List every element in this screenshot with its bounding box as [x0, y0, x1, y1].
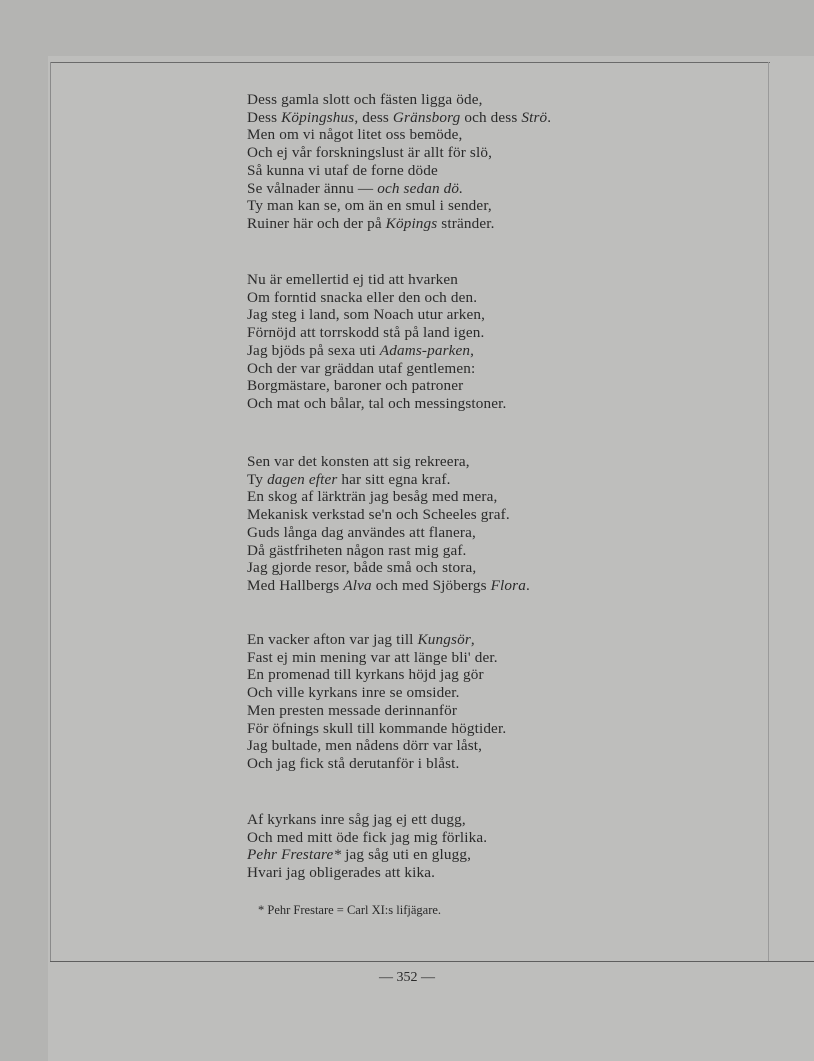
italic-text: Gränsborg [392, 108, 461, 126]
verse-line [247, 666, 506, 684]
verse-line [247, 144, 551, 162]
text: Jag gjorde resor, både små och stora, [247, 559, 477, 577]
verse-line [247, 737, 506, 755]
verse-line [247, 684, 506, 702]
text: . [547, 108, 552, 126]
text: Hvari jag obligerades att kika. [247, 864, 436, 882]
text: Mekanisk verkstad se'n och Scheeles graf. [247, 506, 510, 524]
stanza-3 [247, 453, 530, 595]
verse-line [247, 631, 506, 649]
verse-line [247, 289, 506, 307]
text: Om forntid snacka eller den och den. [247, 288, 478, 306]
text: En promenad till kyrkans höjd jag gör [247, 666, 484, 684]
italic-text: Adams-parken [379, 341, 471, 359]
text: Ty man kan se, om än en smul i sender, [247, 197, 492, 215]
text: Af kyrkans inre såg jag ej ett dugg, [247, 811, 466, 828]
verse-line [247, 162, 551, 180]
verse-line [247, 488, 530, 506]
text: . [525, 576, 530, 594]
verse-line [247, 306, 506, 324]
verse-line [247, 829, 487, 847]
italic-text: dagen efter [267, 470, 338, 488]
italic-text: Kungsör [417, 631, 471, 648]
verse-line [247, 506, 530, 524]
text: , dess [354, 108, 393, 126]
text: Ty [247, 470, 268, 488]
text: Jag steg i land, som Noach utur arken, [247, 306, 486, 324]
text: Och med mitt öde fick jag mig förlika. [247, 828, 488, 846]
verse-line [247, 577, 530, 595]
page-number: — 352 — [379, 970, 435, 985]
stanza-2 [247, 271, 506, 413]
stanza-5 [247, 811, 487, 882]
frame-top-rule [50, 62, 770, 63]
text: Och ville kyrkans inre se omsider. [247, 684, 460, 702]
text: Och jag fick stå derutanför i blåst. [247, 754, 460, 772]
footnote: * Pehr Frestare = Carl XI:s lifjägare. [258, 903, 442, 917]
verse-line [247, 702, 506, 720]
text: , [470, 341, 475, 359]
text: En vacker afton var jag till [247, 631, 418, 648]
verse-line [247, 471, 530, 489]
italic-text: Strö [521, 108, 548, 126]
text: Förnöjd att torrskodd stå på land igen. [247, 324, 485, 342]
verse-line [247, 864, 487, 882]
italic-text: Köpingshus [281, 108, 355, 126]
verse-line [247, 180, 551, 198]
text: Dess [247, 108, 282, 126]
verse-line [247, 324, 506, 342]
verse-line [247, 342, 506, 360]
verse-line [247, 197, 551, 215]
verse-line [247, 126, 551, 144]
frame-left-rule [50, 62, 51, 962]
text: Och ej vår forskningslust är allt för slö, [247, 144, 493, 162]
text: Jag bultade, men nådens dörr var låst, [247, 737, 483, 755]
verse-line [247, 360, 506, 378]
italic-text: Flora [490, 576, 526, 594]
text: Fast ej min mening var att länge bli' der. [247, 648, 498, 666]
text: Men om vi något litet oss bemöde, [247, 126, 463, 144]
verse-line [247, 559, 530, 577]
text: Så kunna vi utaf de forne döde [247, 161, 438, 179]
text: Se vålnader ännu — [247, 179, 378, 197]
verse-line [247, 755, 506, 773]
text: Men presten messade derinnanför [247, 701, 458, 719]
verse-line [247, 846, 487, 864]
verse-line [247, 271, 506, 289]
verse-line [247, 109, 551, 127]
text: En skog af lärkträn jag besåg med mera, [247, 488, 498, 506]
text: För öfnings skull till kommande högtider. [247, 719, 507, 737]
verse-line [247, 542, 530, 560]
text: och dess [460, 108, 522, 126]
italic-text: Alva [343, 576, 372, 594]
text: Och der var gräddan utaf gentlemen: [247, 359, 476, 377]
verse-line [247, 524, 530, 542]
text: och med Sjöbergs [371, 576, 491, 594]
text: Dess gamla slott och fästen ligga öde, [247, 91, 483, 108]
text: Då gästfriheten någon rast mig gaf. [247, 541, 467, 559]
verse-line [247, 395, 506, 413]
text: stränder. [437, 214, 495, 232]
italic-text: Pehr Frestare* [247, 846, 342, 864]
text: Sen var det konsten att sig rekreera, [247, 453, 470, 470]
verse-line [247, 377, 506, 395]
text: Nu är emellertid ej tid att hvarken [247, 271, 459, 288]
text: Jag bjöds på sexa uti [247, 341, 380, 359]
text: , [470, 631, 475, 648]
text: jag såg uti en glugg, [341, 846, 472, 864]
text: Med Hallbergs [247, 576, 344, 594]
frame-bottom-rule [50, 961, 814, 962]
stanza-4 [247, 631, 506, 773]
verse-line [247, 215, 551, 233]
text: Borgmästare, baroner och patroner [247, 377, 464, 395]
verse-line [247, 91, 551, 109]
verse-line [247, 453, 530, 471]
stanza-1 [247, 91, 551, 233]
verse-line [247, 720, 506, 738]
verse-line [247, 649, 506, 667]
italic-text: och sedan dö. [377, 179, 464, 197]
text: har sitt egna kraf. [337, 470, 451, 488]
text: Guds långa dag användes att flanera, [247, 523, 476, 541]
text: Och mat och bålar, tal och messingstoner. [247, 394, 507, 412]
italic-text: Köpings [385, 214, 438, 232]
verse-line [247, 811, 487, 829]
text: Ruiner här och der på [247, 214, 386, 232]
frame-right-rule [768, 62, 769, 962]
